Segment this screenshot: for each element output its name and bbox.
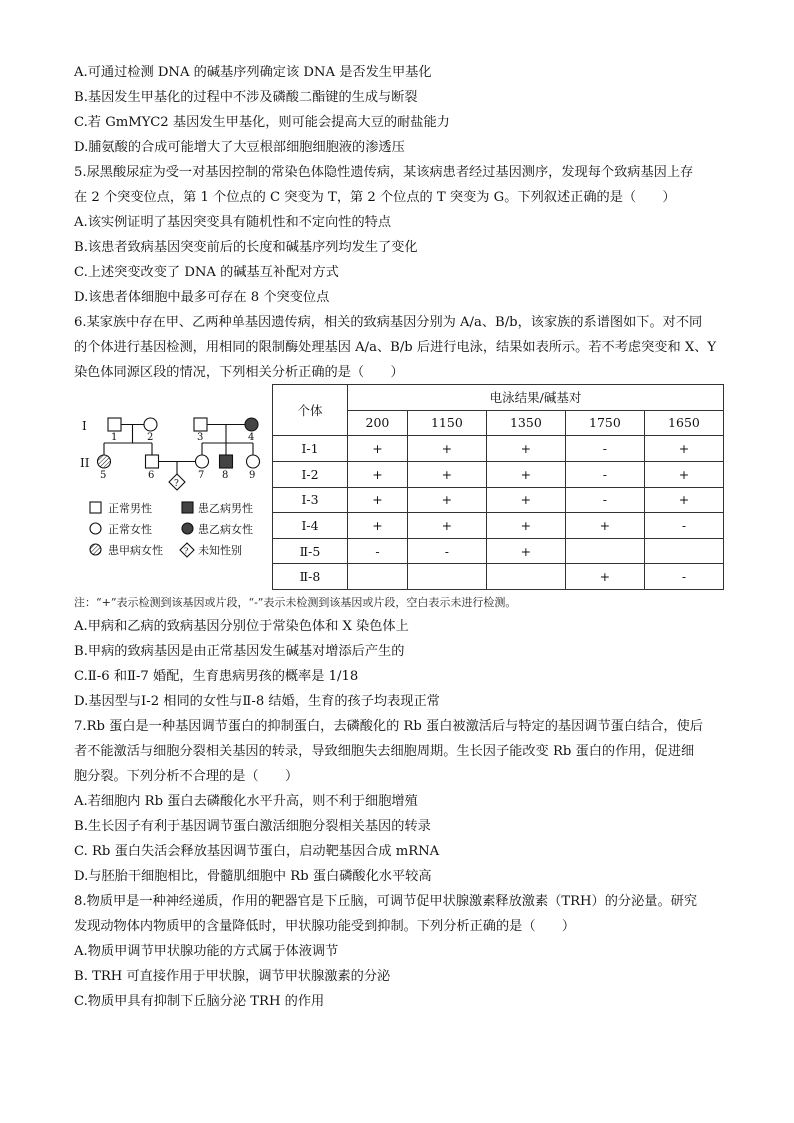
- option-line: C. Rb 蛋白失活会释放基因调节蛋白，启动靶基因合成 mRNA: [74, 844, 440, 859]
- header-individual: 个体: [273, 385, 348, 436]
- option-line: D.与胚胎干细胞相比，骨髓肌细胞中 Rb 蛋白磷酸化水平较高: [74, 869, 432, 884]
- question-line: 染色体同源区段的情况，下列相关分析正确的是（ ）: [74, 365, 404, 380]
- table-cell: [565, 538, 644, 564]
- electrophoresis-table: [272, 384, 724, 590]
- generation-label: I: [82, 419, 87, 433]
- legend-normal-female-symbol: [90, 523, 101, 534]
- table-cell: +: [644, 487, 723, 513]
- table-row: [273, 513, 724, 539]
- male-symbol: [194, 418, 207, 431]
- row-label: Ⅰ-3: [273, 487, 348, 513]
- column-header: 1750: [565, 410, 644, 436]
- generation-label: II: [80, 456, 90, 470]
- individual-number: 3: [197, 432, 204, 443]
- table-cell: -: [644, 564, 723, 590]
- question-line: 在 2 个突变位点，第 1 个位点的 C 突变为 T，第 2 个位点的 T 突变为 G。下列叙述正确的是（ ）: [74, 190, 676, 205]
- table-cell: +: [348, 461, 408, 487]
- female-symbol: [196, 455, 209, 468]
- option-line: B.基因发生甲基化的过程中不涉及磷酸二酯键的生成与断裂: [74, 90, 418, 105]
- individual-number: 7: [198, 470, 205, 481]
- individual-number: 6: [148, 470, 155, 481]
- table-cell: +: [348, 436, 408, 462]
- question-line: 7.Rb 蛋白是一种基因调节蛋白的抑制蛋白，去磷酸化的 Rb 蛋白被激活后与特定的基因调节蛋白结合，使后: [74, 719, 703, 734]
- legend-normal-male-symbol: [90, 502, 101, 513]
- affected-female-b-symbol: [245, 418, 258, 431]
- female-symbol: [144, 418, 157, 431]
- table-cell: [407, 564, 486, 590]
- question-line: 胞分裂。下列分析不合理的是（ ）: [74, 769, 299, 784]
- legend-label: 患甲病女性: [108, 544, 163, 557]
- legend-label: 患乙病男性: [198, 502, 253, 515]
- table-row: [273, 461, 724, 487]
- table-cell: -: [348, 538, 408, 564]
- header-result: 电泳结果/碱基对: [348, 385, 724, 411]
- table-row: [273, 538, 724, 564]
- question-line: 者不能激活与细胞分裂相关基因的转录，导致细胞失去细胞周期。生长因子能改变 Rb 蛋白的作用，促进细: [74, 744, 695, 759]
- option-line: A.可通过检测 DNA 的碱基序列确定该 DNA 是否发生甲基化: [74, 65, 432, 80]
- option-line: C.物质甲具有抑制下丘脑分泌 TRH 的作用: [74, 994, 325, 1009]
- option-line: C.上述突变改变了 DNA 的碱基互补配对方式: [74, 265, 339, 280]
- individual-number: 1: [111, 432, 118, 443]
- option-line: A.甲病和乙病的致病基因分别位于常染色体和 X 染色体上: [74, 619, 409, 634]
- table-cell: [644, 538, 723, 564]
- option-line: B.该患者致病基因突变前后的长度和碱基序列均发生了变化: [74, 240, 418, 255]
- table-cell: +: [565, 564, 644, 590]
- pedigree-chart: [78, 408, 270, 568]
- option-line: C.若 GmMYC2 基因发生甲基化，则可能会提高大豆的耐盐能力: [74, 115, 450, 130]
- row-label: Ⅰ-2: [273, 461, 348, 487]
- column-header: 1350: [486, 410, 565, 436]
- table-cell: +: [644, 461, 723, 487]
- individual-number: 2: [147, 432, 154, 443]
- table-cell: +: [407, 487, 486, 513]
- row-label: Ⅰ-4: [273, 513, 348, 539]
- legend-label: 患乙病女性: [198, 523, 253, 536]
- table-row: [273, 564, 724, 590]
- table-cell: +: [486, 461, 565, 487]
- option-line: D.基因型与Ⅰ-2 相同的女性与Ⅱ-8 结婚，生育的孩子均表现正常: [74, 694, 440, 709]
- individual-number: 4: [248, 432, 255, 443]
- legend-unknown-mark: ?: [184, 546, 189, 556]
- table-cell: -: [565, 487, 644, 513]
- female-symbol: [247, 455, 260, 468]
- question-line: 发现动物体内物质甲的含量降低时，甲状腺功能受到抑制。下列分析正确的是（ ）: [74, 919, 576, 934]
- table-note: 注：“+”表示检测到该基因或片段，“-”表示未检测到该基因或片段，空白表示未进行检测。: [74, 596, 517, 609]
- table-cell: +: [486, 513, 565, 539]
- table-cell: +: [565, 513, 644, 539]
- affected-male-b-symbol: [220, 455, 233, 468]
- table-row: [273, 487, 724, 513]
- table-cell: -: [565, 436, 644, 462]
- male-symbol: [146, 455, 159, 468]
- table-cell: +: [486, 538, 565, 564]
- male-symbol: [108, 418, 121, 431]
- table-cell: +: [644, 436, 723, 462]
- question-line: 5.尿黑酸尿症为受一对基因控制的常染色体隐性遗传病，某该病患者经过基因测序，发现每个致病基因上存: [74, 165, 694, 180]
- table-cell: -: [407, 538, 486, 564]
- row-label: Ⅱ-8: [273, 564, 348, 590]
- option-line: B.生长因子有利于基因调节蛋白激活细胞分裂相关基因的转录: [74, 819, 431, 834]
- table-cell: +: [486, 436, 565, 462]
- legend-affected-female-a-symbol: [90, 544, 101, 555]
- table-cell: +: [407, 436, 486, 462]
- row-label: Ⅱ-5: [273, 538, 348, 564]
- table-cell: [486, 564, 565, 590]
- legend-label: 未知性别: [198, 544, 242, 557]
- option-line: D.脯氨酸的合成可能增大了大豆根部细胞细胞液的渗透压: [74, 140, 405, 155]
- column-header: 1150: [407, 410, 486, 436]
- unknown-mark: ?: [174, 479, 179, 489]
- table-cell: +: [407, 461, 486, 487]
- table-cell: -: [644, 513, 723, 539]
- legend-label: 正常男性: [108, 502, 152, 515]
- legend-label: 正常女性: [108, 523, 152, 536]
- option-line: B. TRH 可直接作用于甲状腺，调节甲状腺激素的分泌: [74, 969, 391, 984]
- question-line: 的个体进行基因检测，用相同的限制酶处理基因 A/a、B/b 后进行电泳，结果如表所示。若不考虑突变和 X、Y: [74, 340, 717, 355]
- option-line: A.该实例证明了基因突变具有随机性和不定向性的特点: [74, 215, 392, 230]
- question-line: 8.物质甲是一种神经递质，作用的靶器官是下丘脑，可调节促甲状腺激素释放激素（TRH）的分泌量。研究: [74, 894, 698, 909]
- individual-number: 9: [249, 470, 256, 481]
- affected-female-a-symbol: [98, 455, 111, 468]
- individual-number: 5: [100, 470, 107, 481]
- option-line: B.甲病的致病基因是由正常基因发生碱基对增添后产生的: [74, 644, 405, 659]
- legend-affected-female-b-symbol: [182, 523, 193, 534]
- row-label: Ⅰ-1: [273, 436, 348, 462]
- table-cell: +: [486, 487, 565, 513]
- question-line: 6.某家族中存在甲、乙两种单基因遗传病，相关的致病基因分别为 A/a、B/b，该家族的系谱图如下。对不同: [74, 315, 703, 330]
- option-line: D.该患者体细胞中最多可存在 8 个突变位点: [74, 290, 330, 305]
- individual-number: 8: [222, 470, 229, 481]
- option-line: C.Ⅱ-6 和Ⅱ-7 婚配，生育患病男孩的概率是 1/18: [74, 669, 359, 684]
- column-header: 200: [348, 410, 408, 436]
- table-cell: +: [407, 513, 486, 539]
- column-header: 1650: [644, 410, 723, 436]
- table-cell: [348, 564, 408, 590]
- table-row: [273, 436, 724, 462]
- table-cell: +: [348, 487, 408, 513]
- legend-affected-male-symbol: [182, 502, 193, 513]
- table-cell: -: [565, 461, 644, 487]
- option-line: A.若细胞内 Rb 蛋白去磷酸化水平升高，则不利于细胞增殖: [74, 794, 418, 809]
- table-cell: +: [348, 513, 408, 539]
- option-line: A.物质甲调节甲状腺功能的方式属于体液调节: [74, 944, 339, 959]
